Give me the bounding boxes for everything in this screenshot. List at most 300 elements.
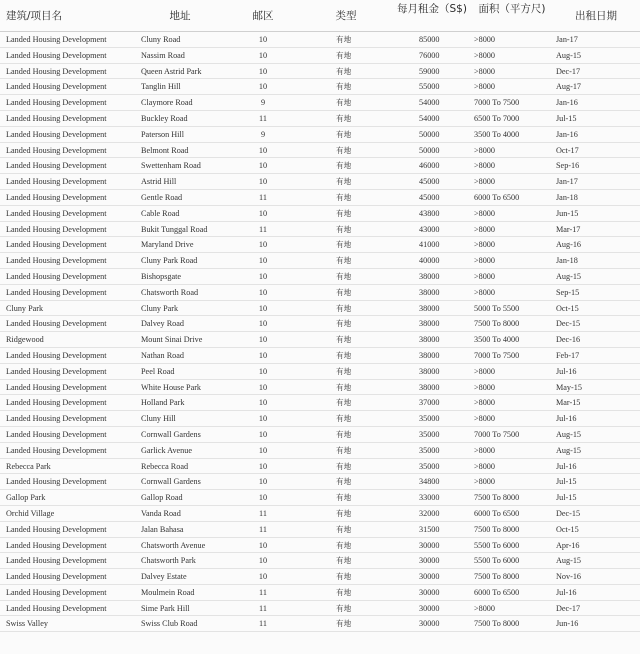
cell-type: 有地	[336, 477, 352, 487]
cell-name: Landed Housing Development	[6, 256, 107, 266]
cell-rent: 43000	[419, 224, 440, 234]
cell-district: 10	[258, 477, 268, 487]
cell-district: 10	[258, 145, 268, 155]
cell-name: Landed Housing Development	[6, 382, 107, 392]
cell-name: Landed Housing Development	[6, 240, 107, 250]
cell-rent: 46000	[419, 161, 440, 171]
cell-address: Tanglin Hill	[141, 82, 181, 92]
header-address: 地址	[169, 10, 191, 22]
cell-area: >8000	[474, 477, 495, 487]
cell-type: 有地	[336, 540, 352, 550]
table-row	[0, 522, 640, 538]
table-row	[0, 79, 640, 95]
cell-rent: 32000	[419, 508, 440, 518]
cell-district: 10	[258, 50, 268, 60]
cell-district: 10	[258, 271, 268, 281]
cell-name: Landed Housing Development	[6, 477, 107, 487]
cell-district: 10	[258, 287, 268, 297]
cell-district: 10	[258, 208, 268, 218]
header-district: 邮区	[252, 10, 274, 22]
table-row	[0, 411, 640, 427]
cell-name: Cluny Park	[6, 303, 44, 313]
cell-rent: 38000	[419, 382, 440, 392]
cell-area: 5000 To 5500	[474, 303, 520, 313]
table-row	[0, 553, 640, 569]
cell-address: Nathan Road	[141, 350, 184, 360]
cell-type: 有地	[336, 256, 352, 266]
cell-date: Sep-15	[556, 287, 580, 297]
table-row	[0, 32, 640, 48]
cell-type: 有地	[336, 524, 352, 534]
cell-rent: 35000	[419, 461, 440, 471]
cell-area: >8000	[474, 66, 495, 76]
cell-rent: 38000	[419, 319, 440, 329]
table-row	[0, 459, 640, 475]
cell-name: Landed Housing Development	[6, 129, 107, 139]
cell-name: Landed Housing Development	[6, 445, 107, 455]
cell-address: Swiss Club Road	[141, 619, 198, 629]
cell-date: Jan-17	[556, 35, 578, 44]
cell-rent: 30000	[419, 619, 440, 629]
cell-type: 有地	[336, 414, 352, 424]
cell-rent: 55000	[419, 82, 440, 92]
cell-type: 有地	[336, 82, 352, 92]
table-row	[0, 269, 640, 285]
cell-address: Cornwall Gardens	[141, 429, 201, 439]
cell-type: 有地	[336, 98, 352, 108]
cell-district: 11	[259, 524, 267, 534]
cell-name: Ridgewood	[6, 335, 44, 345]
cell-date: Jul-15	[556, 477, 577, 487]
table-row	[0, 569, 640, 585]
cell-address: Sime Park Hill	[141, 603, 190, 613]
cell-area: 7000 To 7500	[474, 429, 520, 439]
cell-address: Bishopsgate	[141, 271, 182, 281]
cell-name: Landed Housing Development	[6, 113, 107, 123]
cell-address: Peel Road	[141, 366, 175, 376]
header-rent: 每月租金（S$)	[397, 3, 467, 15]
table-row	[0, 143, 640, 159]
cell-address: Nassim Road	[141, 50, 185, 60]
table-row	[0, 158, 640, 174]
table-row	[0, 585, 640, 601]
cell-type: 有地	[336, 335, 352, 345]
cell-rent: 35000	[419, 429, 440, 439]
cell-date: Jul-16	[556, 587, 577, 597]
cell-type: 有地	[336, 161, 352, 171]
cell-address: Paterson Hill	[141, 129, 184, 139]
cell-address: Dalvey Estate	[141, 572, 187, 582]
cell-area: >8000	[474, 256, 495, 266]
cell-area: >8000	[474, 177, 495, 187]
cell-rent: 50000	[419, 129, 440, 139]
cell-date: Aug-16	[556, 240, 582, 250]
cell-name: Landed Housing Development	[6, 540, 107, 550]
cell-name: Landed Housing Development	[6, 66, 107, 76]
cell-area: 6000 To 6500	[474, 192, 520, 202]
cell-district: 11	[259, 113, 267, 123]
cell-name: Swiss Valley	[6, 619, 48, 629]
cell-district: 10	[258, 540, 268, 550]
table-row	[0, 443, 640, 459]
cell-rent: 59000	[419, 66, 440, 76]
cell-address: Belmont Road	[141, 145, 189, 155]
cell-address: Rebecca Road	[141, 461, 189, 471]
cell-rent: 38000	[419, 287, 440, 297]
cell-date: Jan-18	[556, 192, 578, 202]
cell-area: 6000 To 6500	[474, 587, 520, 597]
cell-district: 10	[258, 82, 268, 92]
cell-area: 7500 To 8000	[474, 493, 520, 503]
cell-name: Landed Housing Development	[6, 366, 107, 376]
cell-district: 11	[259, 192, 267, 202]
cell-district: 11	[259, 603, 267, 613]
cell-name: Landed Housing Development	[6, 98, 107, 108]
cell-address: Claymore Road	[141, 98, 193, 108]
cell-area: >8000	[474, 145, 495, 155]
cell-area: >8000	[474, 287, 495, 297]
cell-date: Aug-15	[556, 556, 582, 566]
cell-rent: 38000	[419, 350, 440, 360]
cell-district: 10	[258, 445, 268, 455]
cell-district: 10	[258, 303, 268, 313]
cell-rent: 35000	[419, 414, 440, 424]
header-area: 面积（平方尺)	[478, 3, 546, 15]
cell-name: Landed Housing Development	[6, 572, 107, 582]
cell-type: 有地	[336, 177, 352, 187]
cell-date: Mar-15	[556, 398, 581, 408]
cell-name: Orchid Village	[6, 508, 55, 518]
cell-area: >8000	[474, 50, 495, 60]
cell-address: Chatsworth Park	[141, 556, 196, 566]
table-row	[0, 48, 640, 64]
cell-address: Garlick Avenue	[141, 445, 192, 455]
cell-date: Jan-18	[556, 256, 578, 266]
table-row	[0, 237, 640, 253]
cell-date: Mar-17	[556, 224, 581, 234]
header-name: 建筑/项目名	[6, 10, 63, 22]
cell-name: Landed Housing Development	[6, 145, 107, 155]
cell-area: >8000	[474, 445, 495, 455]
cell-type: 有地	[336, 429, 352, 439]
cell-area: >8000	[474, 240, 495, 250]
table-row	[0, 474, 640, 490]
cell-name: Landed Housing Development	[6, 414, 107, 424]
cell-address: Mount Sinai Drive	[141, 335, 203, 345]
cell-address: Dalvey Road	[141, 319, 184, 329]
cell-address: Swettenham Road	[141, 161, 201, 171]
cell-district: 10	[258, 256, 268, 266]
cell-date: Jun-16	[556, 619, 579, 629]
cell-area: 5500 To 6000	[474, 540, 520, 550]
cell-rent: 38000	[419, 335, 440, 345]
cell-district: 10	[258, 66, 268, 76]
cell-address: Queen Astrid Park	[141, 66, 202, 76]
cell-rent: 45000	[419, 192, 440, 202]
cell-district: 10	[258, 461, 268, 471]
cell-rent: 34800	[419, 477, 440, 487]
cell-date: Apr-16	[556, 540, 580, 550]
cell-type: 有地	[336, 208, 352, 218]
cell-address: Gentle Road	[141, 192, 183, 202]
cell-rent: 76000	[419, 50, 440, 60]
cell-address: Vanda Road	[141, 508, 181, 518]
cell-name: Landed Housing Development	[6, 556, 107, 566]
cell-area: >8000	[474, 382, 495, 392]
cell-type: 有地	[336, 366, 352, 376]
cell-rent: 54000	[419, 98, 440, 108]
cell-rent: 30000	[419, 603, 440, 613]
cell-name: Landed Housing Development	[6, 177, 107, 187]
cell-address: Maryland Drive	[141, 240, 194, 250]
cell-date: Jul-15	[556, 113, 577, 123]
cell-address: Chatsworth Road	[141, 287, 199, 297]
table-row	[0, 538, 640, 554]
cell-date: Jan-17	[556, 177, 578, 187]
cell-address: Cluny Park Road	[141, 256, 198, 266]
cell-area: 7500 To 8000	[474, 524, 520, 534]
cell-name: Landed Housing Development	[6, 161, 107, 171]
header-date: 出租日期	[575, 10, 617, 22]
cell-name: Landed Housing Development	[6, 35, 107, 44]
table-row	[0, 616, 640, 632]
cell-district: 10	[258, 319, 268, 329]
table-row	[0, 506, 640, 522]
cell-name: Landed Housing Development	[6, 350, 107, 360]
table-row	[0, 490, 640, 506]
table-row	[0, 427, 640, 443]
table-row	[0, 316, 640, 332]
cell-area: 7000 To 7500	[474, 98, 520, 108]
cell-name: Landed Housing Development	[6, 192, 107, 202]
cell-area: >8000	[474, 224, 495, 234]
table-row	[0, 332, 640, 348]
cell-area: >8000	[474, 271, 495, 281]
cell-name: Landed Housing Development	[6, 524, 107, 534]
cell-area: >8000	[474, 161, 495, 171]
cell-date: Sep-16	[556, 161, 580, 171]
cell-rent: 38000	[419, 303, 440, 313]
cell-name: Landed Housing Development	[6, 287, 107, 297]
cell-district: 11	[259, 619, 267, 629]
cell-district: 11	[259, 587, 267, 597]
cell-area: 6000 To 6500	[474, 508, 520, 518]
cell-date: Dec-15	[556, 508, 581, 518]
cell-district: 11	[259, 508, 267, 518]
cell-area: >8000	[474, 461, 495, 471]
cell-date: Oct-15	[556, 303, 579, 313]
cell-address: Gallop Road	[141, 493, 183, 503]
cell-type: 有地	[336, 603, 352, 613]
cell-address: Astrid Hill	[141, 177, 177, 187]
table-row	[0, 601, 640, 617]
cell-district: 9	[260, 98, 266, 108]
cell-area: 5500 To 6000	[474, 556, 520, 566]
cell-address: Bukit Tunggal Road	[141, 224, 208, 234]
cell-name: Landed Housing Development	[6, 603, 107, 613]
table-row	[0, 95, 640, 111]
cell-district: 10	[258, 335, 268, 345]
cell-name: Landed Housing Development	[6, 82, 107, 92]
cell-name: Landed Housing Development	[6, 319, 107, 329]
cell-address: Cluny Park	[141, 303, 179, 313]
cell-rent: 30000	[419, 540, 440, 550]
table-row	[0, 253, 640, 269]
cell-address: Chatsworth Avenue	[141, 540, 206, 550]
cell-type: 有地	[336, 619, 352, 629]
cell-district: 10	[258, 556, 268, 566]
cell-type: 有地	[336, 461, 352, 471]
cell-area: 7500 To 8000	[474, 619, 520, 629]
cell-address: Holland Park	[141, 398, 185, 408]
header-type: 类型	[335, 10, 357, 22]
cell-date: Aug-15	[556, 429, 582, 439]
cell-rent: 30000	[419, 572, 440, 582]
cell-address: White House Park	[141, 382, 202, 392]
cell-type: 有地	[336, 113, 352, 123]
table-row	[0, 301, 640, 317]
cell-rent: 50000	[419, 145, 440, 155]
cell-rent: 54000	[419, 113, 440, 123]
cell-area: >8000	[474, 35, 495, 44]
cell-type: 有地	[336, 287, 352, 297]
cell-area: >8000	[474, 208, 495, 218]
cell-area: 3500 To 4000	[474, 335, 520, 345]
cell-rent: 38000	[419, 271, 440, 281]
cell-area: 7500 To 8000	[474, 319, 520, 329]
cell-district: 10	[258, 177, 268, 187]
cell-rent: 43800	[419, 208, 440, 218]
cell-rent: 85000	[419, 35, 440, 44]
cell-area: 3500 To 4000	[474, 129, 520, 139]
cell-rent: 41000	[419, 240, 440, 250]
cell-name: Landed Housing Development	[6, 429, 107, 439]
cell-address: Cluny Road	[141, 35, 181, 44]
cell-type: 有地	[336, 66, 352, 76]
cell-district: 10	[258, 493, 268, 503]
cell-district: 11	[259, 224, 267, 234]
cell-district: 10	[258, 382, 268, 392]
cell-date: Dec-16	[556, 335, 581, 345]
table-row	[0, 127, 640, 143]
cell-date: Aug-15	[556, 445, 582, 455]
cell-district: 10	[258, 161, 268, 171]
cell-name: Landed Housing Development	[6, 208, 107, 218]
cell-date: Jul-16	[556, 461, 577, 471]
cell-name: Landed Housing Development	[6, 587, 107, 597]
cell-district: 10	[258, 429, 268, 439]
cell-name: Gallop Park	[6, 493, 46, 503]
cell-rent: 38000	[419, 366, 440, 376]
cell-type: 有地	[336, 556, 352, 566]
cell-date: Feb-17	[556, 350, 580, 360]
cell-area: >8000	[474, 366, 495, 376]
cell-date: Dec-17	[556, 603, 581, 613]
cell-name: Landed Housing Development	[6, 271, 107, 281]
table-row	[0, 222, 640, 238]
cell-date: Jan-16	[556, 129, 578, 139]
cell-district: 10	[258, 398, 268, 408]
cell-date: Aug-17	[556, 82, 582, 92]
cell-type: 有地	[336, 224, 352, 234]
cell-area: 7500 To 8000	[474, 572, 520, 582]
cell-type: 有地	[336, 572, 352, 582]
cell-date: Oct-17	[556, 145, 579, 155]
cell-type: 有地	[336, 271, 352, 281]
cell-address: Cornwall Gardens	[141, 477, 201, 487]
cell-area: 6500 To 7000	[474, 113, 520, 123]
cell-rent: 30000	[419, 556, 440, 566]
cell-rent: 31500	[419, 524, 440, 534]
cell-type: 有地	[336, 319, 352, 329]
cell-date: Aug-15	[556, 271, 582, 281]
cell-district: 9	[260, 129, 266, 139]
cell-date: Dec-15	[556, 319, 581, 329]
cell-area: >8000	[474, 398, 495, 408]
cell-type: 有地	[336, 398, 352, 408]
cell-district: 10	[258, 366, 268, 376]
cell-district: 10	[258, 414, 268, 424]
cell-address: Moulmein Road	[141, 587, 195, 597]
cell-date: Dec-17	[556, 66, 581, 76]
cell-name: Landed Housing Development	[6, 224, 107, 234]
cell-date: Nov-16	[556, 572, 582, 582]
cell-type: 有地	[336, 50, 352, 60]
cell-type: 有地	[336, 382, 352, 392]
cell-area: 7000 To 7500	[474, 350, 520, 360]
cell-type: 有地	[336, 303, 352, 313]
cell-rent: 35000	[419, 445, 440, 455]
table-row	[0, 364, 640, 380]
table-row	[0, 206, 640, 222]
table-row	[0, 380, 640, 396]
cell-type: 有地	[336, 350, 352, 360]
cell-rent: 33000	[419, 493, 440, 503]
cell-address: Cable Road	[141, 208, 180, 218]
table-row	[0, 348, 640, 364]
cell-type: 有地	[336, 493, 352, 503]
table-row	[0, 285, 640, 301]
cell-name: Rebecca Park	[6, 461, 51, 471]
cell-type: 有地	[336, 192, 352, 202]
cell-area: >8000	[474, 414, 495, 424]
cell-date: Jul-15	[556, 493, 577, 503]
cell-name: Landed Housing Development	[6, 50, 107, 60]
cell-type: 有地	[336, 508, 352, 518]
cell-rent: 45000	[419, 177, 440, 187]
cell-date: May-15	[556, 382, 582, 392]
cell-type: 有地	[336, 587, 352, 597]
cell-district: 10	[258, 572, 268, 582]
cell-date: Jan-16	[556, 98, 578, 108]
cell-address: Buckley Road	[141, 113, 188, 123]
cell-type: 有地	[336, 240, 352, 250]
cell-date: Oct-15	[556, 524, 579, 534]
cell-date: Aug-15	[556, 50, 582, 60]
cell-type: 有地	[336, 445, 352, 455]
cell-rent: 37000	[419, 398, 440, 408]
cell-type: 有地	[336, 35, 352, 44]
table-row	[0, 111, 640, 127]
cell-date: Jul-16	[556, 366, 577, 376]
table-row	[0, 174, 640, 190]
table-row	[0, 395, 640, 411]
cell-type: 有地	[336, 129, 352, 139]
table-row	[0, 64, 640, 80]
cell-area: >8000	[474, 82, 495, 92]
cell-district: 10	[258, 35, 268, 44]
cell-date: Jul-16	[556, 414, 577, 424]
